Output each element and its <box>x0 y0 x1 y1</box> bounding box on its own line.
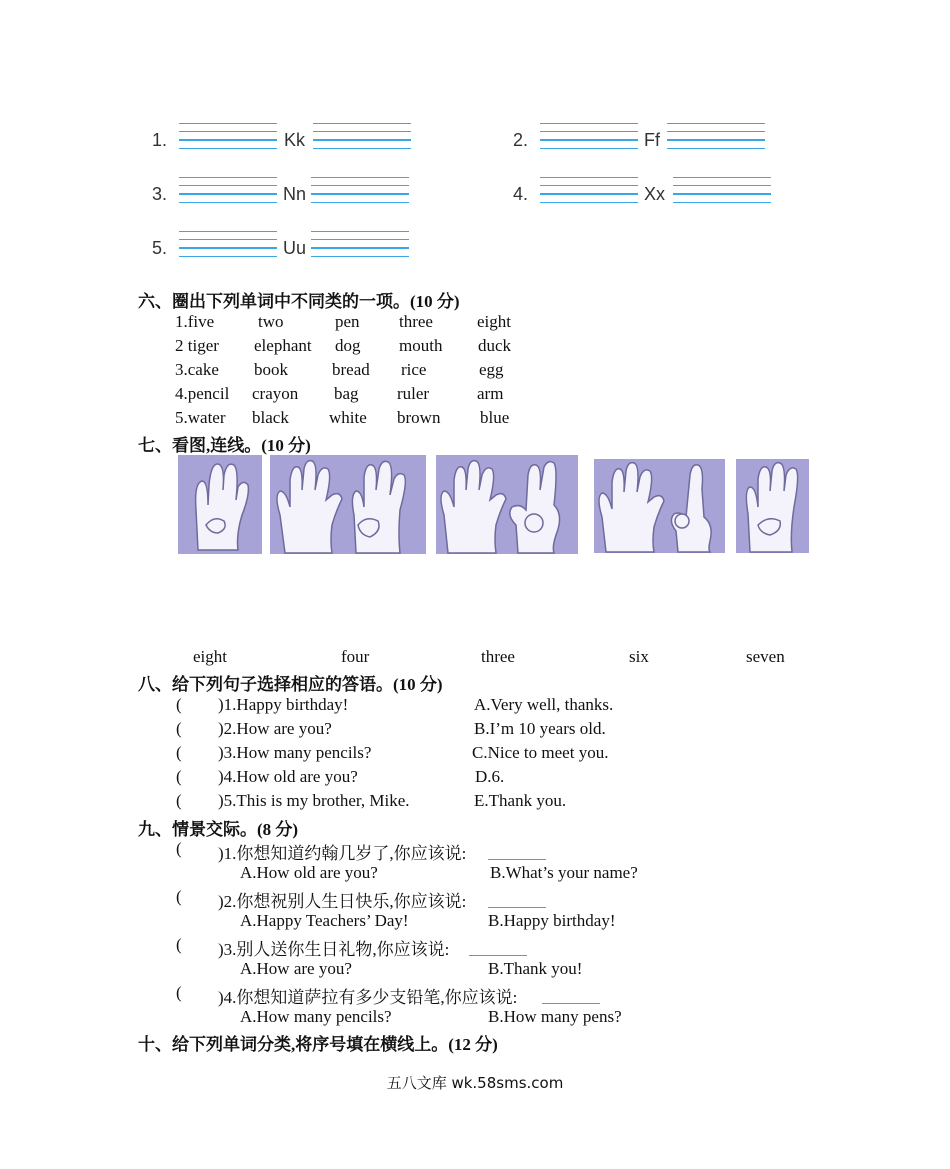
writing-lines <box>673 177 771 209</box>
word: dog <box>335 336 361 355</box>
word: ruler <box>397 384 430 403</box>
question-text: )3.How many pencils? <box>218 743 372 762</box>
item-number: 1. <box>152 130 168 150</box>
word: eight <box>477 312 511 331</box>
word: egg <box>479 360 504 379</box>
writing-lines <box>179 123 277 155</box>
word: two <box>258 312 284 331</box>
option-a: A.How are you? <box>240 959 352 978</box>
answer-blank[interactable] <box>488 888 546 908</box>
word: elephant <box>254 336 312 355</box>
answer-blank[interactable] <box>469 936 527 956</box>
word: brown <box>397 408 441 427</box>
question-text: )5.This is my brother, Mike. <box>218 791 410 810</box>
hand-picture-1 <box>178 455 262 554</box>
answer-paren: ( <box>176 767 182 786</box>
word: 2 tiger <box>175 336 219 355</box>
writing-lines <box>311 231 409 263</box>
hand-picture-4 <box>594 459 725 553</box>
number-word: six <box>629 647 649 666</box>
number-word: three <box>481 647 515 666</box>
word: three <box>399 312 433 331</box>
writing-lines <box>540 123 638 155</box>
option-a: A.How many pencils? <box>240 1007 392 1026</box>
word-row <box>0 360 950 382</box>
word: mouth <box>399 336 443 355</box>
letter-pair: Nn <box>283 184 307 204</box>
word: bag <box>334 384 359 403</box>
option-b: B.What’s your name? <box>490 863 638 882</box>
answer-paren: ( <box>176 791 182 810</box>
word: black <box>252 408 289 427</box>
hand-picture-5 <box>736 459 809 553</box>
word: 1.five <box>175 312 215 331</box>
writing-lines <box>179 177 277 209</box>
question-text: )2.你想祝别人生日快乐,你应该说: <box>218 892 467 911</box>
word: 5.water <box>175 408 226 427</box>
writing-lines <box>311 177 409 209</box>
word: rice <box>401 360 427 379</box>
answer-paren: ( <box>176 983 182 1002</box>
letter-pair: Ff <box>644 130 660 150</box>
option-a: A.Happy Teachers’ Day! <box>240 911 409 930</box>
answer-paren: ( <box>176 887 182 906</box>
section-8-heading: 八、给下列句子选择相应的答语。(10 分) <box>138 675 443 694</box>
question-text: )4.How old are you? <box>218 767 358 786</box>
item-number: 4. <box>513 184 529 204</box>
letter-pair: Uu <box>283 238 307 258</box>
writing-lines <box>540 177 638 209</box>
number-word: four <box>341 647 370 666</box>
word: pen <box>335 312 360 331</box>
hand-picture-3 <box>436 455 578 554</box>
answer-paren: ( <box>176 839 182 858</box>
number-word: eight <box>193 647 227 666</box>
answer-paren: ( <box>176 743 182 762</box>
item-number: 5. <box>152 238 168 258</box>
hand-picture-2 <box>270 455 426 554</box>
option-b: B.Happy birthday! <box>488 911 616 930</box>
question-text: )1.你想知道约翰几岁了,你应该说: <box>218 844 467 863</box>
footer-watermark: 五八文库 wk.58sms.com <box>386 1074 564 1092</box>
option-b: B.How many pens? <box>488 1007 622 1026</box>
section-6-heading: 六、圈出下列单词中不同类的一项。(10 分) <box>138 292 460 311</box>
question-text: )3.别人送你生日礼物,你应该说: <box>218 940 450 959</box>
word: 4.pencil <box>175 384 230 403</box>
letter-pair: Kk <box>284 130 306 150</box>
letter-pair: Xx <box>644 184 666 204</box>
writing-lines <box>313 123 411 155</box>
question-text: )1.Happy birthday! <box>218 695 349 714</box>
word: 3.cake <box>175 360 219 379</box>
option-a: A.How old are you? <box>240 863 378 882</box>
writing-lines <box>179 231 277 263</box>
writing-lines <box>667 123 765 155</box>
answer-paren: ( <box>176 695 182 714</box>
word-row <box>0 312 950 334</box>
word: duck <box>478 336 512 355</box>
section-10-heading: 十、给下列单词分类,将序号填在横线上。(12 分) <box>138 1035 498 1054</box>
answer-option: E.Thank you. <box>474 791 567 810</box>
word: white <box>329 408 367 427</box>
answer-option: A.Very well, thanks. <box>474 695 614 714</box>
answer-paren: ( <box>176 719 182 738</box>
section-7-heading: 七、看图,连线。(10 分) <box>138 436 311 455</box>
answer-option: D.6. <box>475 767 505 786</box>
word-row <box>0 336 950 358</box>
answer-blank[interactable] <box>488 840 546 860</box>
question-text: )2.How are you? <box>218 719 332 738</box>
word: bread <box>332 360 370 379</box>
item-number: 2. <box>513 130 529 150</box>
number-word: seven <box>746 647 785 666</box>
word: arm <box>477 384 504 403</box>
answer-option: B.I’m 10 years old. <box>474 719 606 738</box>
answer-option: C.Nice to meet you. <box>472 743 609 762</box>
answer-paren: ( <box>176 935 182 954</box>
word: book <box>254 360 288 379</box>
word-row <box>0 384 950 406</box>
section-9-heading: 九、情景交际。(8 分) <box>138 820 299 839</box>
word: blue <box>480 408 510 427</box>
item-number: 3. <box>152 184 168 204</box>
option-b: B.Thank you! <box>488 959 583 978</box>
answer-blank[interactable] <box>542 984 600 1004</box>
question-text: )4.你想知道萨拉有多少支铅笔,你应该说: <box>218 988 518 1007</box>
word-row <box>0 408 950 430</box>
word: crayon <box>252 384 299 403</box>
